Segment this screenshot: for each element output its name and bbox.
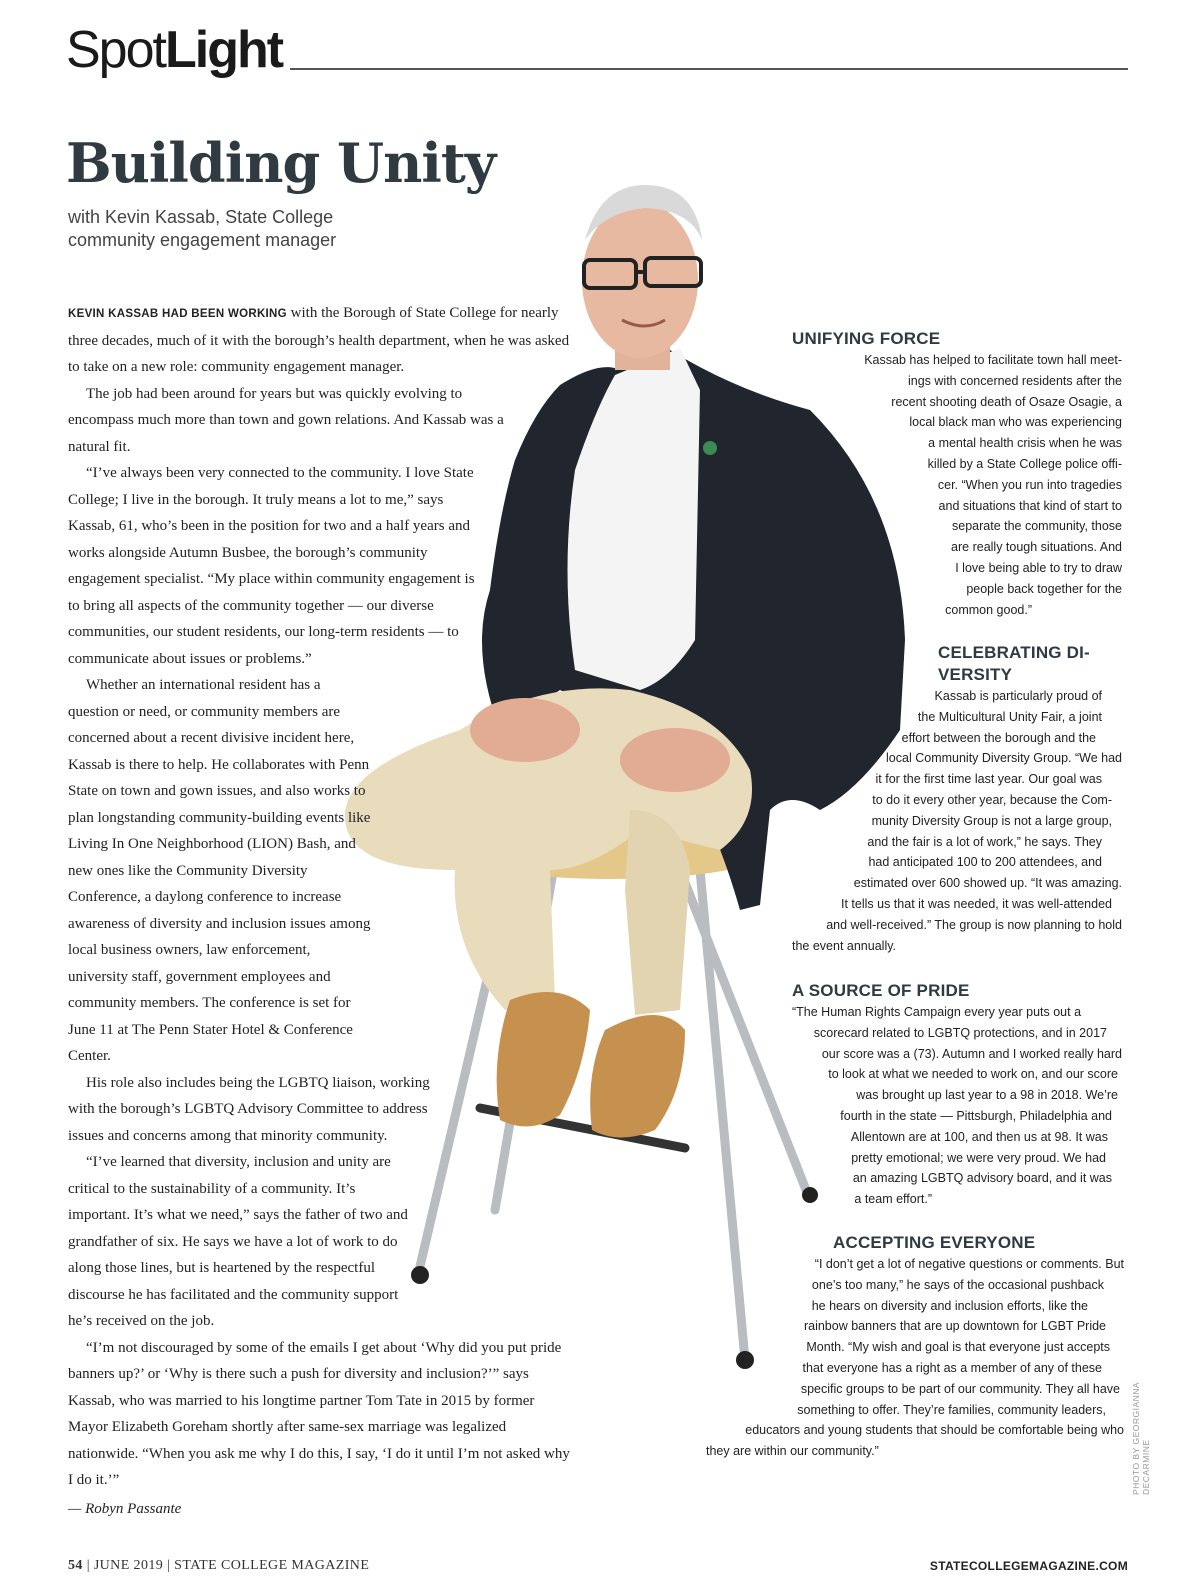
sidebar-heading-2b: VERSITY bbox=[938, 665, 1013, 684]
line: “I don’t get a lot of negative questions or comments. But bbox=[814, 1257, 1124, 1271]
line: Kassab has helped to facilitate town hall meet- bbox=[864, 353, 1122, 367]
sidebar-text-3 bbox=[792, 1002, 1122, 1210]
line: people back together for the bbox=[966, 581, 1122, 596]
line: an amazing LGBTQ advisory board, and it was bbox=[852, 1171, 1112, 1186]
subhead-line-1: with Kevin Kassab, State College bbox=[68, 207, 334, 227]
line: the event annually. bbox=[792, 938, 897, 953]
line: that everyone has a right as a member of any of these bbox=[802, 1360, 1102, 1375]
line: to look at what we needed to work on, and our score bbox=[828, 1067, 1118, 1082]
byline: — Robyn Passante bbox=[68, 1500, 182, 1517]
sidebar-heading-2a: CELEBRATING DI- bbox=[938, 643, 1090, 662]
line: ings with concerned residents after the bbox=[907, 373, 1122, 388]
line: cer. “When you run into tragedies bbox=[937, 477, 1122, 492]
section-title bbox=[66, 18, 282, 82]
line: separate the community, those bbox=[952, 519, 1122, 534]
line: common good.” bbox=[945, 602, 1032, 617]
line: they are within our community.” bbox=[706, 1444, 879, 1459]
paragraph-1 bbox=[68, 300, 578, 381]
line: and situations that kind of start to bbox=[938, 498, 1122, 513]
sidebar-source-of-pride bbox=[792, 980, 1122, 1210]
line: munity Diversity Group is not a large group, bbox=[871, 813, 1112, 828]
line: a team effort.” bbox=[854, 1192, 932, 1207]
footer-sep-2: | bbox=[163, 1558, 175, 1573]
line: was brought up last year to a 98 in 2018. We’re bbox=[856, 1088, 1118, 1103]
line: something to offer. They’re families, community leaders, bbox=[797, 1402, 1106, 1417]
line: and the fair is a lot of work,” he says. They bbox=[867, 834, 1102, 849]
line: it for the first time last year. Our goal was bbox=[875, 772, 1102, 787]
sidebar-accepting-everyone bbox=[706, 1232, 1124, 1462]
line: effort between the borough and the bbox=[901, 730, 1096, 745]
line: Kassab is particularly proud of bbox=[934, 689, 1102, 703]
line: Month. “My wish and goal is that everyone just accepts bbox=[806, 1340, 1110, 1355]
sidebar-heading-4: ACCEPTING EVERYONE bbox=[833, 1233, 1036, 1252]
page-number: 54 bbox=[68, 1558, 83, 1573]
paragraph-4: Whether an international resident has a question or need, or community members are concerned about a recent divisive incident here, Kassab is there to help. He collaborates with Penn State on town and gown issues, and also works to plan longstanding community-building events like Living In One Neighborhood (LION) Bash, and new ones like the Community Diversity Conference, a daylong conference to increase awareness of diversity and inclusion issues among local business owners, law enforcement, university staff, government employees and community members. The conference is set for June 11 at The Penn Stater Hotel & Conference Center. bbox=[68, 677, 371, 1064]
line: and well-received.” The group is now planning to hold bbox=[826, 917, 1122, 932]
header-rule bbox=[290, 68, 1128, 70]
magazine-name: STATE COLLEGE MAGAZINE bbox=[174, 1558, 370, 1573]
line: I love being able to try to draw bbox=[955, 560, 1122, 575]
sidebar-text-2 bbox=[792, 686, 1122, 956]
headline: Building Unity bbox=[66, 131, 496, 195]
subhead-line-2: community engagement manager bbox=[68, 230, 337, 250]
sidebar-heading-1: UNIFYING FORCE bbox=[792, 329, 941, 348]
line: are really tough situations. And bbox=[951, 540, 1122, 555]
paragraph-3: “I’ve always been very connected to the community. I love State College; I live in the borough. It truly means a lot to me,” says Kassab, 61, who’s been in the position for two and a half years and works alongside Autumn Busbee, the borough’s community engagement specialist. “My place within community engagement is to bring all aspects of the community together — our diverse communities, our student residents, our long-term residents — to communicate about issues or problems.” bbox=[68, 465, 475, 667]
line: estimated over 600 showed up. “It was amazing. bbox=[853, 876, 1122, 891]
line: local Community Diversity Group. “We had bbox=[886, 751, 1122, 766]
line: recent shooting death of Osaze Osagie, a bbox=[891, 394, 1122, 409]
folio bbox=[68, 1558, 369, 1574]
line: he hears on diversity and inclusion efforts, like the bbox=[811, 1298, 1088, 1313]
line: It tells us that it was needed, it was well-attended bbox=[841, 896, 1112, 911]
article-body bbox=[68, 300, 583, 1522]
line: “The Human Rights Campaign every year puts out a bbox=[792, 1005, 1082, 1019]
paragraph-6: “I’ve learned that diversity, inclusion and unity are critical to the sustainability of a community. It’s important. It’s what we need,” says the father of two and grandfather of six. He says we have a lot of work to do along those lines, but is heartened by the respectful discourse he has facilitated and the community support he’s received on the job. bbox=[68, 1154, 408, 1329]
sidebar-unifying-force bbox=[792, 328, 1122, 620]
footer-sep-1: | bbox=[82, 1558, 94, 1573]
line: had anticipated 100 to 200 attendees, and bbox=[868, 855, 1102, 870]
line: fourth in the state — Pittsburgh, Philadelphia and bbox=[840, 1108, 1112, 1123]
sidebar-text-4 bbox=[706, 1254, 1124, 1462]
line: rainbow banners that are up downtown for LGBT Pride bbox=[803, 1319, 1106, 1334]
photo-credit: PHOTO BY GEORGIANNA DECARMINE bbox=[1131, 1382, 1151, 1495]
line: Allentown are at 100, and then us at 98. It was bbox=[850, 1129, 1108, 1144]
line: the Multicultural Unity Fair, a joint bbox=[917, 709, 1102, 724]
line: educators and young students that should be comfortable being who bbox=[745, 1423, 1124, 1438]
lead-in: KEVIN KASSAB HAD BEEN WORKING bbox=[68, 308, 287, 320]
line: scorecard related to LGBTQ protections, and in 2017 bbox=[813, 1025, 1107, 1040]
line: to do it every other year, because the Com- bbox=[872, 792, 1112, 807]
line: killed by a State College police offi- bbox=[927, 456, 1122, 471]
line: specific groups to be part of our community. They all have bbox=[800, 1381, 1120, 1396]
section-title-light: Spot bbox=[66, 21, 165, 79]
section-title-bold: Light bbox=[164, 21, 283, 79]
sidebar-text-1 bbox=[792, 350, 1122, 620]
paragraph-7: “I’m not discouraged by some of the emails I get about ‘Why did you put pride banners up?’ or ‘Why is there such a push for diversity and inclusion?’” says Kassab, who was married to his longtime partner Tom Tate in 2015 by former Mayor Elizabeth Goreham shortly after same-sex marriage was legalized nationwide. “When you ask me why I do this, I say, ‘I do it until I’m not asked why I do it.’” bbox=[68, 1339, 570, 1488]
line: one’s too many,” he says of the occasional pushback bbox=[811, 1277, 1104, 1292]
sidebar-heading-3: A SOURCE OF PRIDE bbox=[792, 981, 970, 1000]
line: pretty emotional; we were very proud. We had bbox=[851, 1150, 1106, 1165]
issue-date: JUNE 2019 bbox=[93, 1558, 164, 1573]
line: local black man who was experiencing bbox=[909, 415, 1122, 430]
line: a mental health crisis when he was bbox=[928, 436, 1122, 451]
line: our score was a (73). Autumn and I worked really hard bbox=[821, 1046, 1122, 1061]
paragraph-5: His role also includes being the LGBTQ liaison, working with the borough’s LGBTQ Advisory Committee to address issues and concerns among that minority community. bbox=[68, 1074, 430, 1144]
sidebar-celebrating-diversity bbox=[792, 642, 1122, 956]
paragraph-1-text: with the Borough of State College for nearly three decades, much of it with the borough’s health department, when he was asked to take on a new role: community engagement manager. bbox=[68, 305, 570, 375]
website-link[interactable]: STATECOLLEGEMAGAZINE.COM bbox=[929, 1559, 1128, 1573]
paragraph-2: The job had been around for years but was quickly evolving to encompass much more than town and gown relations. And Kassab was a natural fit. bbox=[68, 385, 504, 455]
